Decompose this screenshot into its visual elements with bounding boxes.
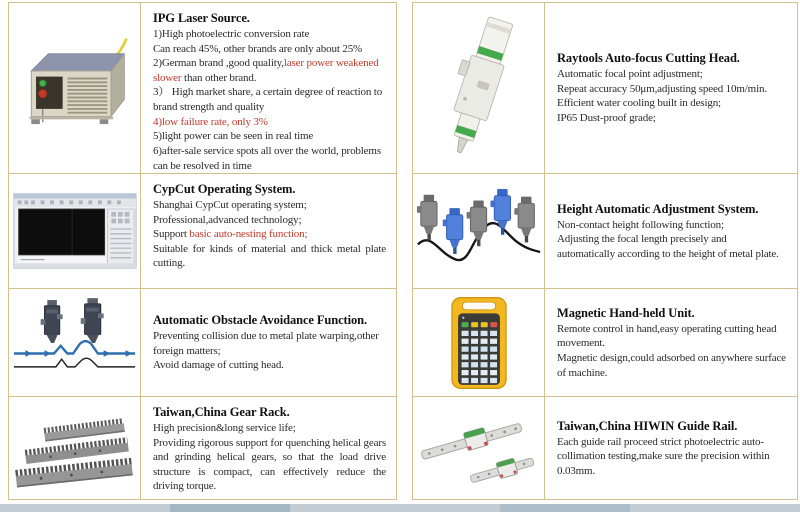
guide-rail-image-cell	[413, 397, 545, 499]
laser-source-image-cell	[9, 3, 141, 173]
text-segment: Automatic focal point adjustment;	[557, 68, 703, 81]
feature-text-line	[557, 218, 787, 233]
text-segment: 6)after-sale service spots all over the world, problems can be resolved in time	[153, 144, 381, 172]
feature-row-height-adjustment	[413, 174, 797, 289]
feature-body	[153, 198, 386, 271]
feature-text-line	[557, 111, 787, 126]
text-segment: 1)High photoelectric conversion rate	[153, 27, 310, 40]
highlighted-text-segment: laser power weakened slower	[153, 57, 379, 84]
feature-text-line	[557, 322, 787, 351]
feature-text-cutting-head	[545, 3, 797, 173]
text-segment: Adjusting the focal length precisely and automatically according to the height of metal plate.	[557, 233, 779, 260]
feature-text-line	[153, 213, 386, 228]
laser-source-image	[18, 36, 132, 140]
text-segment: Avoid damage of cutting head.	[153, 359, 284, 372]
text-segment: Preventing collision due to metal plate warping,other foreign matters;	[153, 330, 379, 357]
feature-body	[557, 322, 787, 381]
feature-title: Automatic Obstacle Avoidance Function.	[153, 313, 368, 328]
text-segment: Shanghai CypCut operating system;	[153, 198, 307, 211]
feature-body	[153, 421, 386, 494]
cypcut-image-cell	[9, 174, 141, 288]
feature-body	[557, 218, 787, 262]
feature-body	[557, 435, 787, 479]
text-segment: Non-contact height following function;	[557, 218, 724, 231]
gear-rack-image	[12, 404, 138, 492]
text-segment: Remote control in hand,easy operating cutting head movement.	[557, 322, 777, 350]
text-segment: 5)light power can be seen in real time	[153, 130, 314, 143]
cropped-next-row-strip	[0, 504, 800, 512]
feature-row-guide-rail	[413, 397, 797, 499]
feature-title: CypCut Operating System.	[153, 182, 296, 196]
text-segment: than other brand.	[181, 71, 257, 84]
feature-text-line	[557, 96, 787, 111]
feature-text-line	[153, 85, 386, 114]
feature-title: IPG Laser Source.	[153, 11, 250, 25]
text-segment: Each guide rail proceed strict photoelectric auto-collimation testing,make sure the precision within 0.03mm.	[557, 435, 770, 477]
feature-row-gear-rack	[9, 397, 396, 499]
feature-row-obstacle-avoidance	[9, 289, 396, 397]
feature-row-cutting-head	[413, 3, 797, 174]
feature-title: Height Automatic Adjustment System.	[557, 201, 759, 216]
cutting-head-image-cell	[413, 3, 545, 173]
cutting-head-image	[429, 7, 529, 169]
obstacle-avoidance-image-cell	[9, 289, 141, 396]
text-segment: Can reach 45%, other brands are only about 25%	[153, 42, 363, 55]
feature-title: Magnetic Hand-held Unit.	[557, 305, 695, 320]
feature-title: Taiwan,China HIWIN Guide Rail.	[557, 418, 738, 433]
feature-text-line	[557, 351, 787, 380]
feature-text-line	[153, 42, 386, 57]
feature-title: Taiwan,China Gear Rack.	[153, 405, 290, 419]
feature-body	[153, 27, 386, 173]
feature-text-obstacle-avoidance	[141, 289, 396, 396]
text-segment: Providing rigorous support for quenching helical gears and grinding helical gears, so that the load drive structure is compact, can effectively reduce the driving torque.	[153, 436, 386, 493]
text-segment: IP65 Dust-proof grade;	[557, 112, 656, 125]
feature-text-line	[153, 329, 386, 358]
feature-text-line	[153, 144, 386, 173]
handheld-unit-image-cell	[413, 289, 545, 396]
height-following-sensors-image	[416, 183, 542, 279]
guide-rail-image	[416, 404, 542, 492]
text-segment: 2)German brand ,good quality,	[153, 57, 284, 70]
feature-text-line	[153, 421, 386, 436]
feature-text-gear-rack	[141, 397, 396, 499]
feature-text-line	[153, 242, 386, 271]
feature-text-line	[153, 129, 386, 144]
feature-text-line	[557, 232, 787, 261]
feature-text-line	[153, 436, 386, 495]
feature-text-line	[557, 82, 787, 97]
gear-rack-image-cell	[9, 397, 141, 499]
feature-text-line	[153, 227, 386, 242]
feature-text-guide-rail	[545, 397, 797, 499]
feature-row-handheld-unit	[413, 289, 797, 397]
text-segment: Professional,advanced technology;	[153, 213, 302, 226]
feature-text-handheld-unit	[545, 289, 797, 396]
feature-title: Raytools Auto-focus Cutting Head.	[557, 51, 740, 66]
feature-text-line	[153, 115, 386, 130]
text-segment: Support	[153, 228, 190, 241]
text-segment: Efficient water cooling built in design;	[557, 97, 721, 110]
feature-body	[557, 67, 787, 126]
feature-text-line	[153, 198, 386, 213]
cypcut-software-screenshot	[12, 185, 138, 277]
text-segment: High precision&long service life;	[153, 421, 296, 434]
feature-text-line	[153, 56, 386, 85]
feature-table-left	[8, 2, 397, 500]
highlighted-text-segment: 4)low failure rate, only 3%	[153, 115, 268, 128]
text-segment: Suitable for kinds of material and thick metal plate cutting.	[153, 242, 386, 270]
feature-text-line	[153, 358, 386, 373]
highlighted-text-segment: basic auto-nesting function;	[189, 228, 308, 241]
feature-table-right	[412, 2, 798, 500]
feature-text-line	[557, 67, 787, 82]
text-segment: Magnetic design,could adsorbed on anywhere surface of machine.	[557, 351, 786, 379]
text-segment: Repeat accuracy 50μm,adjusting speed 10m/min.	[557, 82, 767, 95]
feature-text-cypcut	[141, 174, 396, 288]
feature-text-line	[557, 435, 787, 479]
text-segment: 3） High market share, a certain degree of reaction to brand strength and quality	[153, 86, 383, 113]
feature-text-line	[153, 27, 386, 42]
height-adjustment-image-cell	[413, 174, 545, 288]
feature-row-ipg-laser	[9, 3, 396, 174]
feature-text-ipg-laser	[141, 3, 396, 173]
feature-text-height-adjustment	[545, 174, 797, 288]
feature-row-cypcut	[9, 174, 396, 289]
handheld-remote-image	[445, 295, 513, 391]
obstacle-avoidance-diagram	[12, 298, 138, 388]
feature-body	[153, 329, 386, 373]
